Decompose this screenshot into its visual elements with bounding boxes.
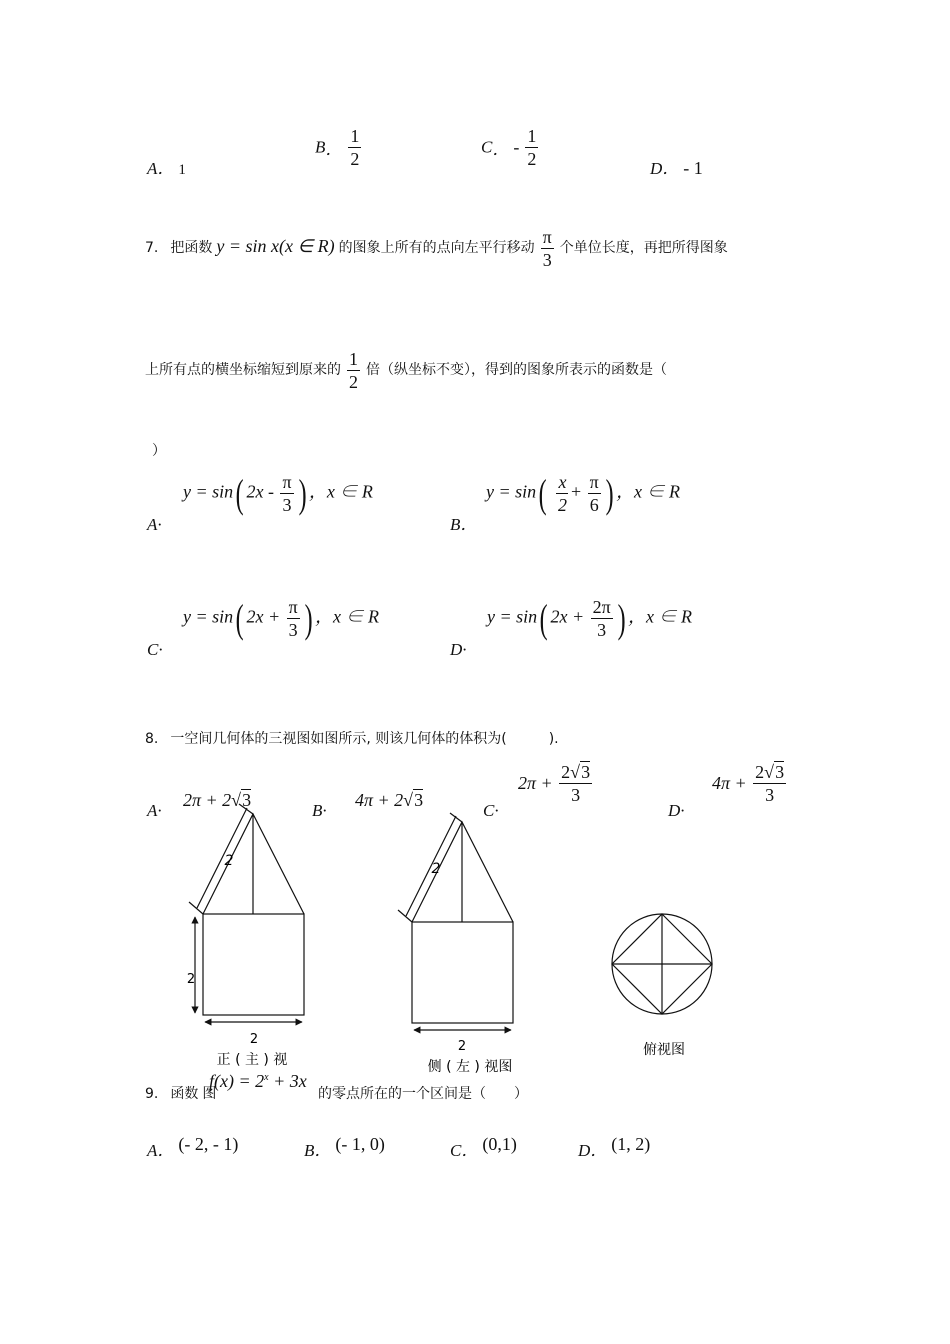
q6-option-b: B． $\frac{1}{2}$: [315, 126, 360, 169]
q9-option-a: A． (- 2, - 1): [147, 1134, 239, 1160]
side-view: [398, 813, 513, 1030]
option-value: 1: [178, 162, 186, 178]
option-label: A: [147, 159, 158, 178]
q7-line1: 7. 把函数 y = sin x(x ∈ R) 的图象上所有的点向左平行移动 $\frac{\pi}{3}$ 个单位长度，再把所得图象: [145, 227, 728, 270]
q7-option-c: y = sin( 2x + $\frac{\pi}{3}$ ) ，x ∈ R: [183, 595, 380, 641]
front-height-label: 2: [186, 972, 196, 987]
q9-option-d: D． (1, 2): [578, 1134, 651, 1160]
question-number: 9.: [145, 1086, 159, 1102]
q8-option-b-label: B·: [312, 801, 327, 820]
q9-option-b: B． (- 1, 0): [304, 1134, 385, 1160]
q9-option-c: C． (0,1): [450, 1134, 517, 1160]
q8-option-d-label: D·: [668, 801, 685, 820]
q8-option-d: 4π + $\frac{2√3}{3}$: [712, 762, 785, 805]
side-square: [412, 922, 513, 1023]
q7-option-b: y = sin( $\frac{x}{2}$ + $\frac{\pi}{6}$ ) ，x ∈ R: [486, 470, 681, 516]
q9-stem-tail: 的零点所在的一个区间是（ ）: [318, 1086, 528, 1102]
q7-line2: 上所有点的横坐标缩短到原来的 $\frac{1}{2}$ 倍（纵坐标不变），得到的图象所表示的函数是（: [145, 349, 667, 392]
q6-option-c: C． - $\frac{1}{2}$: [481, 126, 537, 169]
q7-option-c-label: C·: [147, 640, 163, 659]
top-caption: 俯视图: [643, 1042, 685, 1058]
front-width-label: 2: [249, 1032, 259, 1047]
q7-option-a: y = sin( 2x - $\frac{\pi}{3}$ ) ，x ∈ R: [183, 470, 373, 516]
q7-option-a-label: A·: [147, 515, 162, 534]
question-number: 8.: [145, 731, 159, 747]
side-slant-label: 2: [431, 861, 441, 877]
q7-option-d: y = sin( 2x + $\frac{2\pi}{3}$ ) ，x ∈ R: [487, 595, 693, 641]
q8-option-b: 4π + 2√3: [355, 790, 424, 810]
q8-stem: 8. 一空间几何体的三视图如图所示, 则该几何体的体积为( ).: [145, 731, 559, 747]
front-square: [203, 914, 304, 1015]
front-slant-dim: [197, 808, 247, 908]
q8-option-a-label: A·: [147, 801, 162, 820]
question-number: 7.: [145, 240, 159, 257]
side-caption: 侧 ( 左 ) 视图: [427, 1059, 513, 1075]
q7-option-d-label: D·: [450, 640, 467, 659]
q7-line3: ）: [152, 443, 166, 459]
q8-option-c: 2π + $\frac{2√3}{3}$: [518, 762, 591, 805]
q8-option-c-label: C·: [483, 801, 499, 820]
q9-function: $f(x) = 2^x + 3x$: [209, 1071, 307, 1091]
top-view: [612, 914, 712, 1014]
q8-option-a: 2π + 2√3: [183, 790, 252, 810]
side-width-label: 2: [457, 1039, 467, 1054]
q7-option-b-label: B．: [450, 515, 478, 534]
function-expression: y = sin x(x ∈ R): [216, 236, 335, 257]
q6-option-d: D． - 1: [650, 158, 703, 178]
front-caption: 正 ( 主 ) 视: [216, 1052, 288, 1068]
front-view: [186, 804, 304, 1022]
q9-stem: 9. 函数 图: [145, 1086, 217, 1102]
front-slant-label: 2: [224, 853, 234, 869]
q6-option-a: A． 1: [147, 159, 186, 178]
